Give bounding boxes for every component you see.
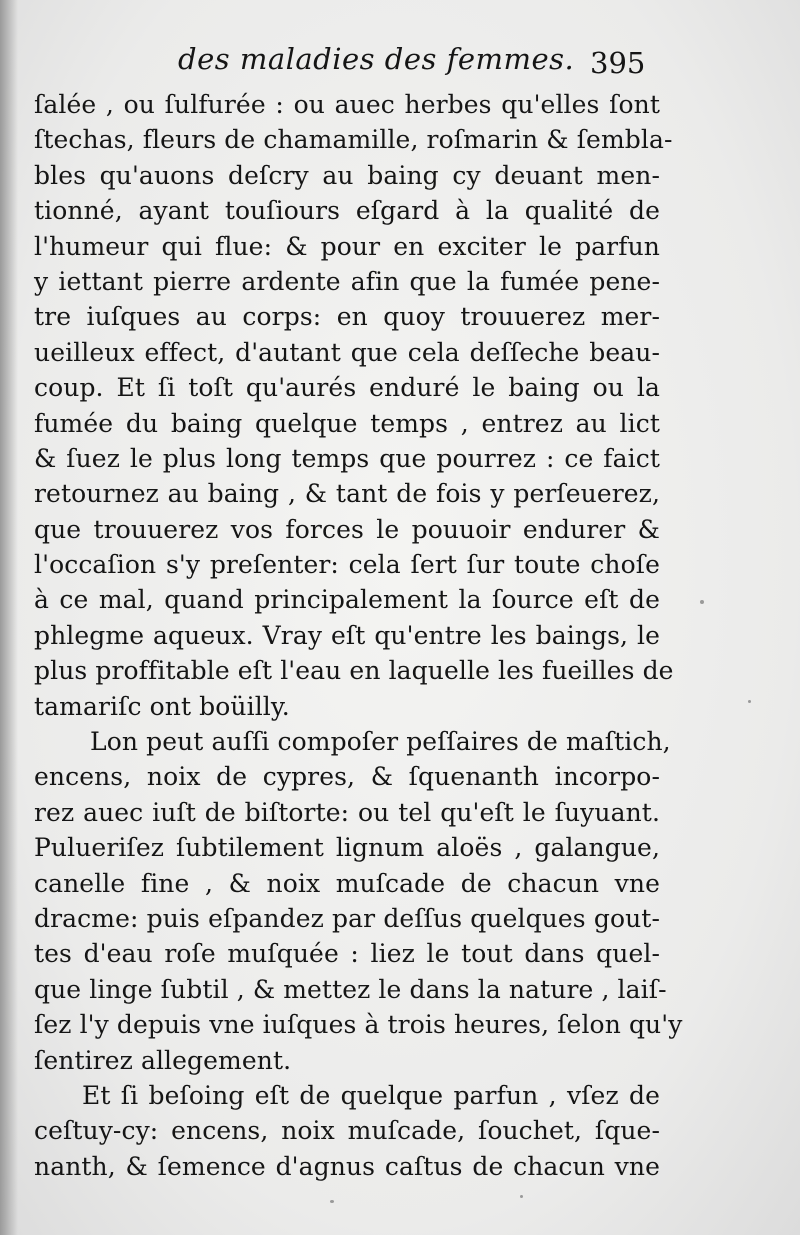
paragraph-start-line: Lon peut auſſi compoſer peſſaires de maſtich, [90,727,671,757]
paragraph-end-line: tamariſc ont boüilly. [34,691,290,721]
body-text [34,87,683,1184]
text-line: que linge ſubtil , & mettez le dans la nature , laiſ- [34,974,667,1004]
paper-speck [520,1195,523,1198]
text-line: tionné, ayant touſiours eſgard à la qualité de [34,196,660,226]
paper-speck [330,1200,334,1203]
text-line: coup. Et ſi toſt qu'aurés enduré le baing ou la [34,373,660,403]
text-line: phlegme aqueux. Vray eſt qu'entre les baings, le [34,620,660,650]
text-line: que trouuerez vos forces le pouuoir endurer & [34,514,660,544]
text-line: ueilleux effect, d'autant que cela deſſeche beau- [34,337,660,367]
text-line: tre iuſques au corps: en quoy trouuerez mer- [34,302,660,332]
text-line: y iettant pierre ardente afin que la fumée pene- [34,266,660,296]
text-line: à ce mal, quand principalement la ſource eſt de [34,585,660,615]
text-line: ceſtuy-cy: encens, noix muſcade, ſouchet, ſque- [34,1116,660,1146]
text-line: rez auec iuſt de biſtorte: ou tel qu'eſt le ſuyuant. [34,797,660,827]
paragraph-end-line: ſentirez allegement. [34,1045,292,1075]
text-line: & ſuez le plus long temps que pourrez : ce faict [34,443,660,473]
text-line: Pulueriſez ſubtilement lignum aloës , galangue, [34,833,660,863]
text-line: nanth, & ſemence d'agnus caſtus de chacun vne [34,1151,660,1181]
text-line: ſez l'y depuis vne iuſques à trois heures, ſelon qu'y [34,1010,683,1040]
text-line: plus proffitable eſt l'eau en laquelle les fueilles de [34,656,674,686]
text-line: retournez au baing , & tant de fois y perſeuerez, [34,479,660,509]
running-title: des maladies des femmes. [178,42,575,76]
page-header [0,42,800,92]
text-line: ſalée , ou ſulfurée : ou auec herbes qu'elles ſont [34,90,660,119]
paragraph-start-line: Et ſi beſoing eſt de quelque parfun , vſez de [82,1080,660,1110]
text-line: ſtechas, fleurs de chamamille, roſmarin & ſembla- [34,125,673,155]
text-line: tes d'eau roſe muſquée : liez le tout dans quel- [34,939,660,969]
paper-speck [700,600,704,604]
text-line: l'occaſion s'y preſenter: cela ſert ſur toute choſe [34,550,660,580]
text-line: bles qu'auons deſcry au baing cy deuant men- [34,160,660,190]
text-line: l'humeur qui flue: & pour en exciter le parfun [34,231,660,261]
text-line: encens, noix de cypres, & ſquenanth incorpo- [34,762,660,792]
text-line: canelle fine , & noix muſcade de chacun vne [34,868,660,898]
text-line: dracme: puis eſpandez par deſſus quelques gout- [34,903,660,933]
page-number: 395 [590,46,646,80]
binding-shadow [0,0,18,1235]
text-line: fumée du baing quelque temps , entrez au lict [34,408,660,438]
paper-speck [748,700,751,703]
